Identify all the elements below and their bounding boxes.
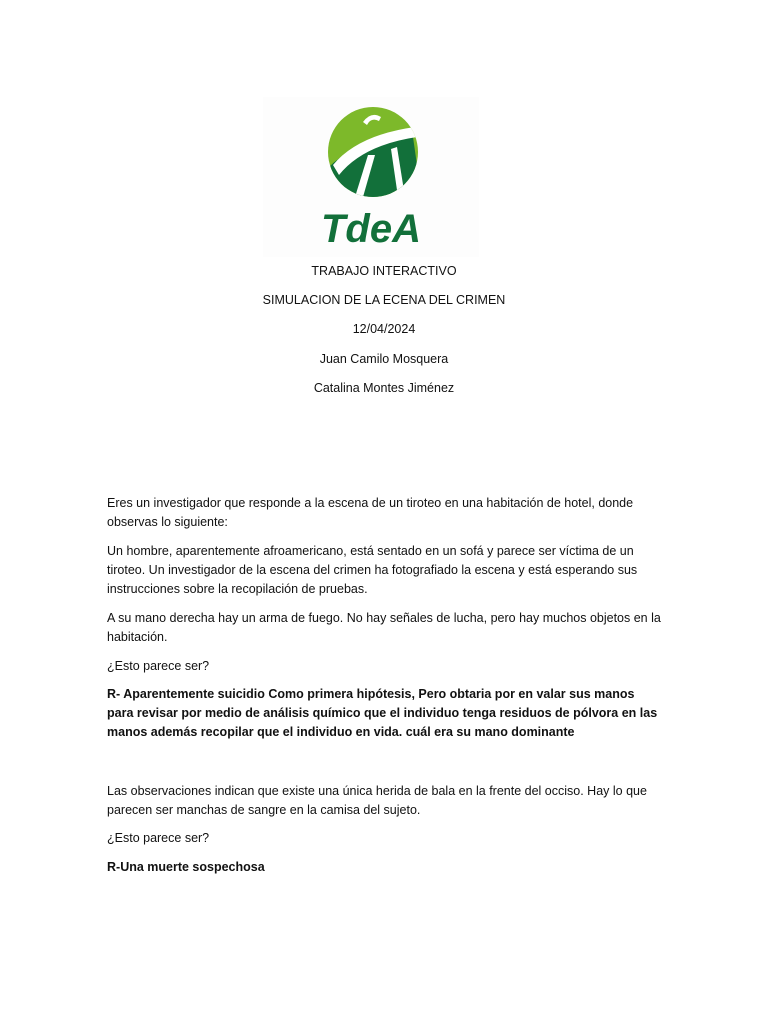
assignment-date: 12/04/2024 [352, 322, 416, 336]
question-2: ¿Esto parece ser? [107, 831, 210, 845]
assignment-title: SIMULACION DE LA ECENA DEL CRIMEN [262, 293, 506, 307]
paragraph-intro: Eres un investigador que responde a la escena de un tiroteo en una habitación de hotel, donde observas lo siguiente: [107, 496, 634, 529]
answer-1: R- Aparentemente suicidio Como primera hipótesis, Pero obtaria por en valar sus manos para revisar por medio de análisis químico que el individuo tenga residuos de pólvora en las manos además recopilar que el individuo en vida. cuál era su mano dominante [107, 687, 658, 739]
paragraph-observations: Las observaciones indican que existe una única herida de bala en la frente del occiso. Hay lo que parecen ser manchas de sangre en la camisa del sujeto. [107, 784, 647, 817]
answer-2: R-Una muerte sospechosa [107, 860, 265, 874]
paragraph-scene: Un hombre, aparentemente afroamericano, está sentado en un sofá y parece ser víctima de un tiroteo. Un investigador de la escena del crimen ha fotografiado la escena y está esperando sus instrucciones sobre la recopilación de pruebas. [107, 544, 638, 596]
paragraph-weapon: A su mano derecha hay un arma de fuego. No hay señales de lucha, pero hay muchos objetos en la habitación. [107, 611, 661, 644]
logo-wordmark: TdeA [321, 207, 421, 251]
tdea-green-circle-logo-icon [263, 97, 479, 257]
author-2: Catalina Montes Jiménez [313, 381, 455, 395]
question-1: ¿Esto parece ser? [107, 659, 210, 673]
assignment-type: TRABAJO INTERACTIVO [311, 264, 457, 278]
tdea-logo [263, 97, 479, 257]
author-1: Juan Camilo Mosquera [319, 352, 449, 366]
